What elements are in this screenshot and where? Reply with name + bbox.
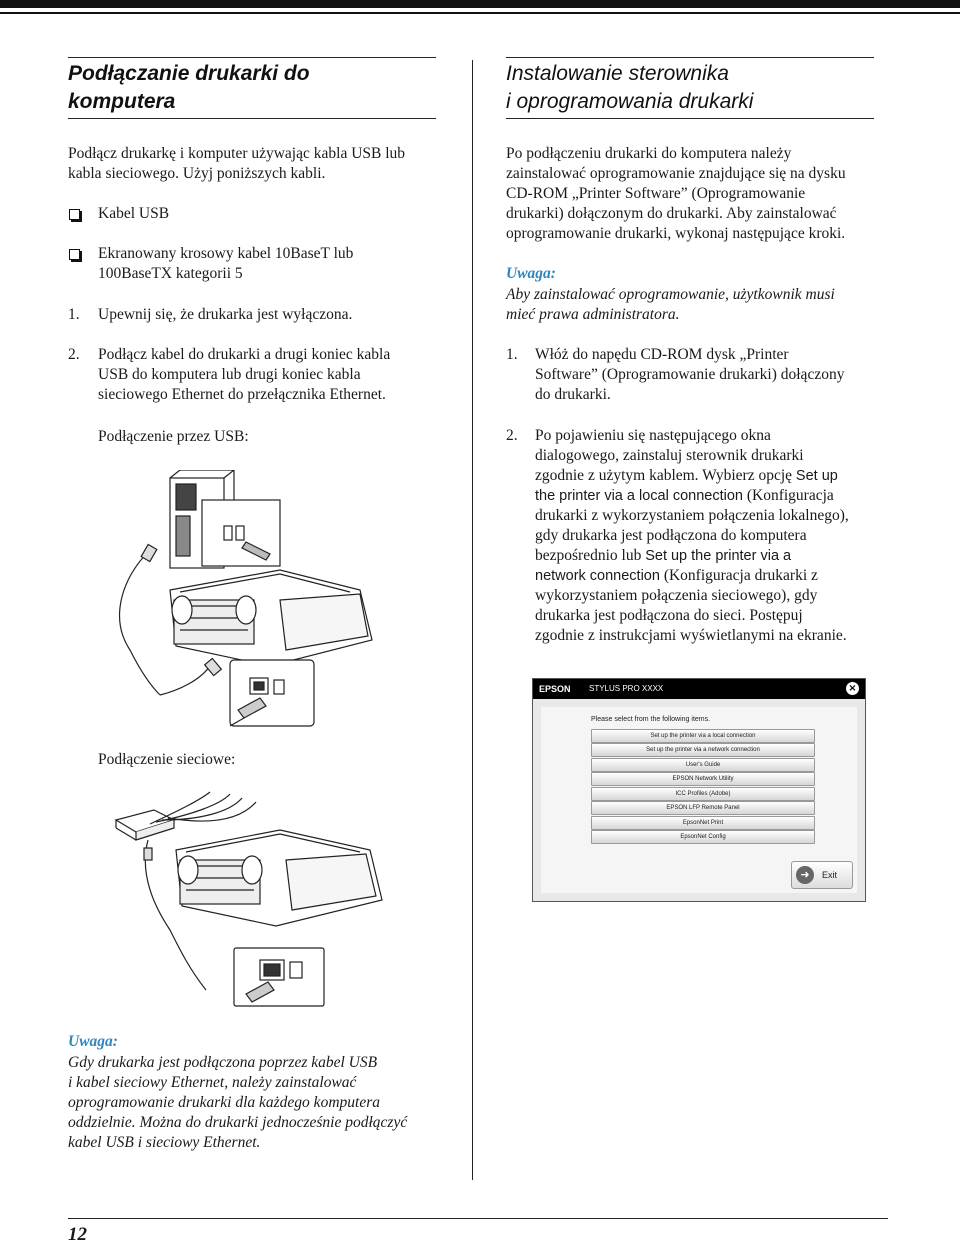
left-note-line4: oddzielnie. Można do drukarki jednocześnie podłączyć — [68, 1114, 408, 1131]
checkbox-bullet-icon — [69, 209, 80, 220]
right-heading-line2: i oprogramowania drukarki — [506, 90, 754, 113]
left-note-line1: Gdy drukarka jest podłączona poprzez kabel USB — [68, 1054, 378, 1071]
right-step2-line4: the printer via a local connection (Konfiguracja — [535, 487, 834, 504]
left-heading-line2: komputera — [68, 90, 176, 113]
right-intro-line2: zainstalować oprogramowanie znajdujące się na dysku — [506, 165, 846, 182]
right-step2-line8: network connection (Konfiguracja drukarki z — [535, 567, 818, 584]
bullet-ethernet-line1: Ekranowany krosowy kabel 10BaseT lub — [98, 245, 354, 262]
right-step2-line2: dialogowego, zainstaluj sterownik drukarki — [535, 447, 804, 464]
step-number: 1. — [68, 306, 80, 323]
option-local-connection-part2: the printer via a local connection — [535, 488, 743, 504]
installer-option-icc-profiles[interactable]: ICC Profiles (Adobe) — [591, 787, 815, 801]
right-step2-line11: zgodnie z instrukcjami wyświetlanymi na ekranie. — [535, 627, 847, 644]
right-step2-line3: zgodnie z użytym kablem. Wybierz opcję Set up — [535, 467, 838, 484]
installer-brand: EPSON — [539, 684, 571, 694]
right-step2-line9: wykorzystaniem połączenia sieciowego), gdy — [535, 587, 818, 604]
option-local-connection-part1: Set up — [795, 468, 838, 484]
installer-title-bar — [533, 679, 865, 699]
step-number: 1. — [506, 346, 518, 363]
right-note-line2: mieć prawa administratora. — [506, 306, 680, 323]
step2-line1: Podłącz kabel do drukarki a drugi koniec kabla — [98, 346, 391, 363]
heading-rule-bottom-right — [506, 118, 874, 119]
exit-button[interactable] — [791, 861, 853, 889]
page-number: 12 — [68, 1224, 87, 1245]
footer-rule — [68, 1218, 888, 1219]
left-intro-line1: Podłącz drukarkę i komputer używając kabla USB lub — [68, 145, 406, 162]
right-step1-line1: Włóż do napędu CD-ROM dysk „Printer — [535, 346, 789, 363]
top-border-thin — [0, 12, 960, 14]
left-note-line2: i kabel sieciowy Ethernet, należy zainstalować — [68, 1074, 357, 1091]
usb-connection-illustration — [110, 470, 400, 730]
usb-caption: Podłączenie przez USB: — [98, 428, 249, 445]
installer-option-epsonnet-config[interactable]: EpsonNet Config — [591, 830, 815, 844]
checkbox-bullet-icon — [69, 249, 80, 260]
bullet-ethernet-line2: 100BaseTX kategorii 5 — [98, 265, 243, 282]
installer-option-remote-panel[interactable]: EPSON LFP Remote Panel — [591, 801, 815, 815]
installer-prompt: Please select from the following items. — [591, 716, 711, 723]
right-step1-line3: do drukarki. — [535, 386, 611, 403]
exit-button-label: Exit — [822, 870, 838, 880]
heading-rule-top-left — [68, 57, 436, 58]
step2-line3: sieciowego Ethernet do przełącznika Ethernet. — [98, 386, 386, 403]
right-heading-line1: Instalowanie sterownika — [506, 62, 729, 85]
top-border-thick — [0, 0, 960, 8]
close-icon[interactable]: × — [846, 682, 859, 695]
right-note-line1: Aby zainstalować oprogramowanie, użytkownik musi — [506, 286, 835, 303]
bullet-usb-cable: Kabel USB — [98, 205, 170, 222]
right-step1-line2: Software” (Oprogramowanie drukarki) dołączony — [535, 366, 845, 383]
step-number: 2. — [68, 346, 80, 363]
step-number: 2. — [506, 427, 518, 444]
installer-option-epsonnet-print[interactable]: EpsonNet Print — [591, 816, 815, 830]
left-intro-line2: kabla sieciowego. Użyj poniższych kabli. — [68, 165, 326, 182]
step1-text: Upewnij się, że drukarka jest wyłączona. — [98, 306, 353, 323]
right-step2-line7: bezpośrednio lub Set up the printer via a — [535, 547, 792, 564]
installer-model: STYLUS PRO XXXX — [589, 684, 664, 693]
right-step2-line10: drukarka jest podłączona do sieci. Postępuj — [535, 607, 803, 624]
heading-rule-top-right — [506, 57, 874, 58]
arrow-right-icon: ➜ — [796, 866, 814, 884]
installer-dialog-screenshot — [532, 678, 866, 902]
left-note-label: Uwaga: — [68, 1033, 118, 1050]
installer-option-network[interactable]: Set up the printer via a network connection — [591, 743, 815, 757]
option-network-connection-part2: network connection — [535, 568, 660, 584]
right-note-label: Uwaga: — [506, 265, 556, 282]
right-intro-line4: drukarki) dołączonym do drukarki. Aby zainstalować — [506, 205, 837, 222]
step2-line2: USB do komputera lub drugi koniec kabla — [98, 366, 361, 383]
left-heading-line1: Podłączanie drukarki do — [68, 62, 310, 85]
left-note-line3: oprogramowanie drukarki dla każdego komputera — [68, 1094, 380, 1111]
right-step2-line5: drukarki z wykorzystaniem połączenia lokalnego), — [535, 507, 849, 524]
column-divider — [472, 60, 473, 1180]
left-note-line5: kabel USB i sieciowy Ethernet. — [68, 1134, 261, 1151]
installer-option-network-utility[interactable]: EPSON Network Utility — [591, 772, 815, 786]
installer-option-local[interactable]: Set up the printer via a local connection — [591, 729, 815, 743]
right-step2-line1: Po pojawieniu się następującego okna — [535, 427, 771, 444]
option-network-connection-part1: Set up the printer via a — [645, 548, 792, 564]
right-step2-line6: gdy drukarka jest podłączona do komputera — [535, 527, 807, 544]
installer-option-users-guide[interactable]: User's Guide — [591, 758, 815, 772]
network-caption: Podłączenie sieciowe: — [98, 751, 236, 768]
right-intro-line1: Po podłączeniu drukarki do komputera należy — [506, 145, 792, 162]
right-intro-line5: oprogramowanie drukarki, wykonaj następujące kroki. — [506, 225, 846, 242]
installer-body — [541, 707, 857, 893]
network-connection-illustration — [110, 790, 400, 1010]
right-intro-line3: CD-ROM „Printer Software” (Oprogramowanie — [506, 185, 806, 202]
heading-rule-bottom-left — [68, 118, 436, 119]
